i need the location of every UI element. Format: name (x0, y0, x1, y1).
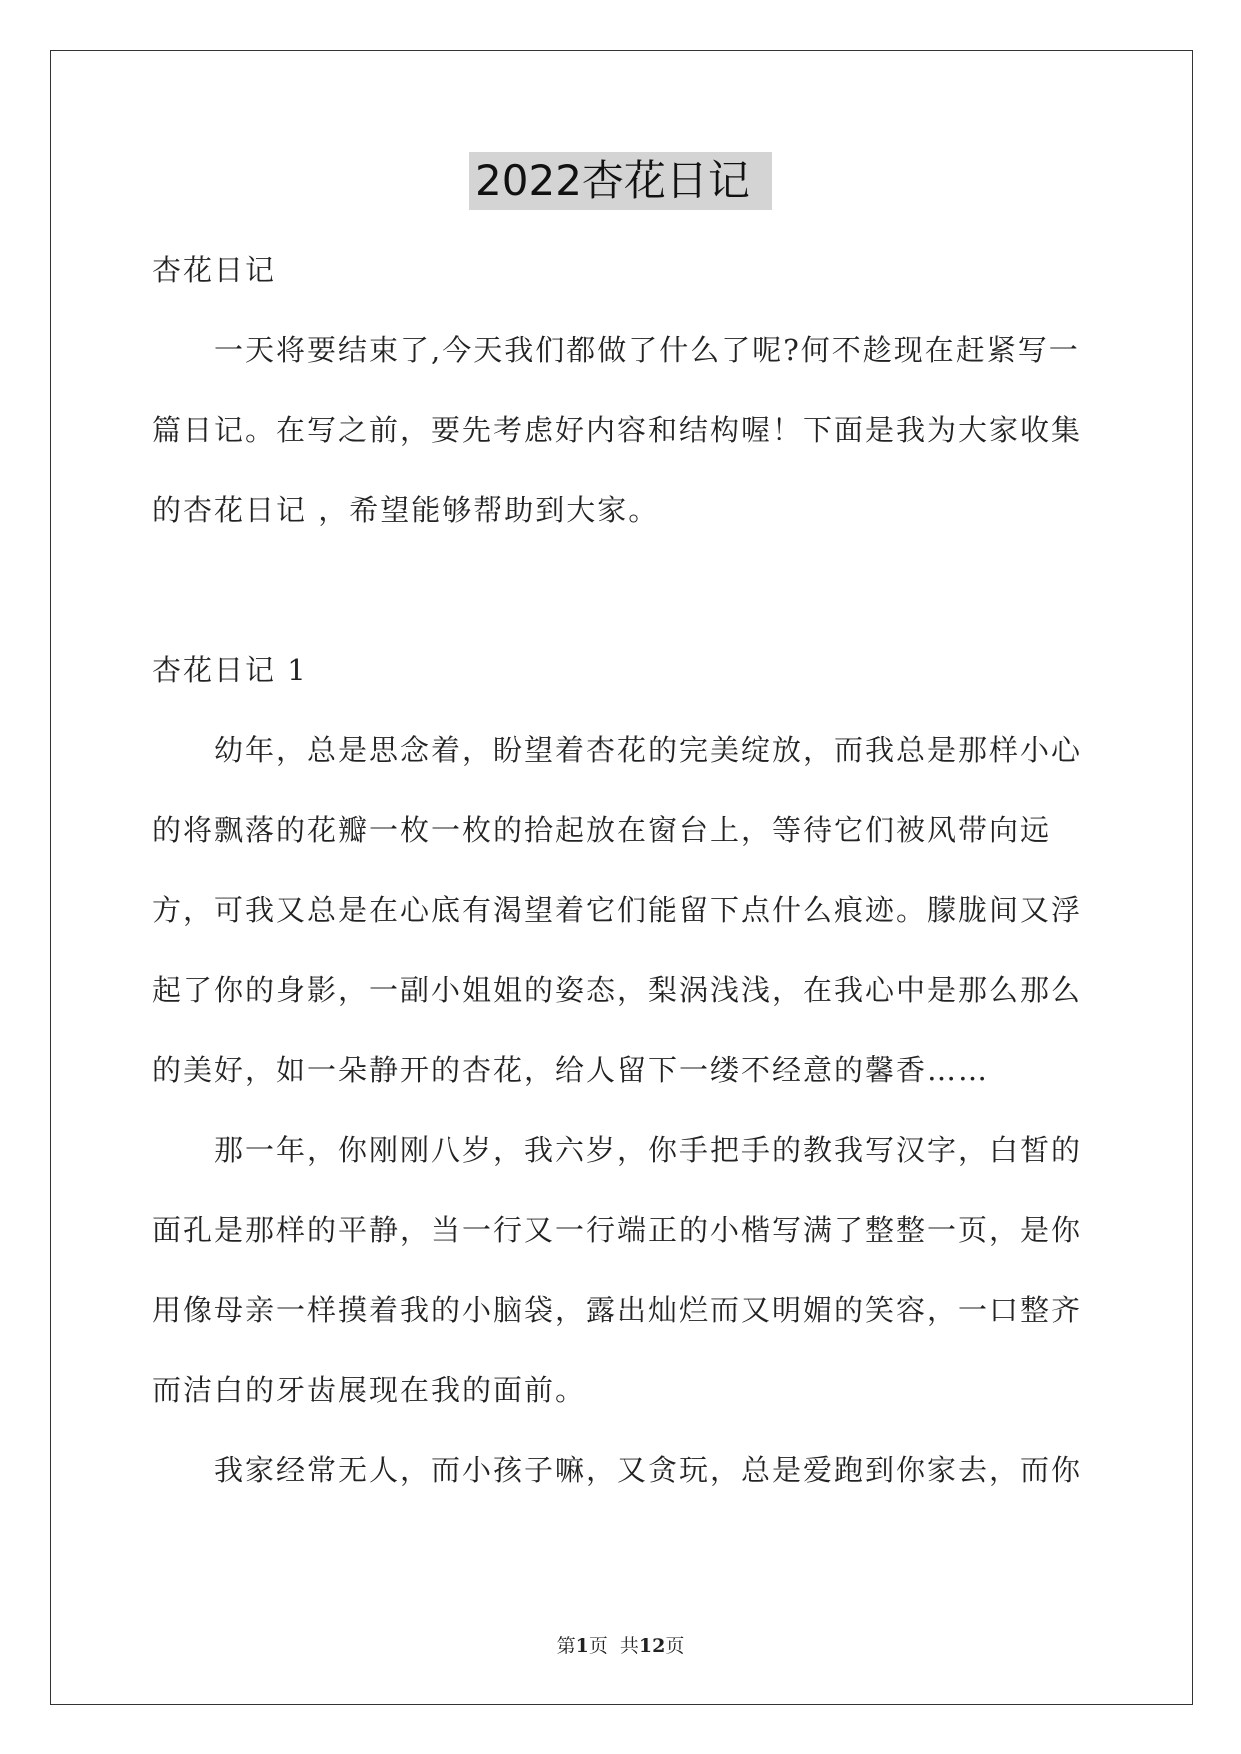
body-paragraph: 我家经常无人，而小孩子嘛，又贪玩，总是爱跑到你家去，而你 (214, 1453, 1083, 1487)
intro-paragraph: 一天将要结束了,今天我们都做了什么了呢?何不趁现在赶紧写一篇日记。在写之前，要先考虑好内容和结构喔！下面是我为大家收集的杏花日记 ，希望能够帮助到大家。 (152, 333, 1083, 527)
total-suffix: 页 (665, 1635, 685, 1657)
body-paragraph: 幼年，总是思念着，盼望着杏花的完美绽放，而我总是那样小心的将飘落的花瓣一枚一枚的拾起放在窗台上，等待它们被风带向远方，可我又总是在心底有渴望着它们能留下点什么痕迹。朦胧间又浮起了你的身影，一副小姐姐的姿态，梨涡浅浅，在我心中是那么那么的美好，如一朵静开的杏花，给人留下一缕不经意的馨香…… (152, 733, 1083, 1087)
section-heading: 杏花日记 1 (152, 653, 308, 687)
document-title: 2022杏花日记 (469, 152, 772, 210)
body-paragraph: 那一年，你刚刚八岁，我六岁，你手把手的教我写汉字，白皙的面孔是那样的平静，当一行又一行端正的小楷写满了整整一页，是你用像母亲一样摸着我的小脑袋，露出灿烂而又明媚的笑容，一口整齐而洁白的牙齿展现在我的面前。 (152, 1133, 1083, 1407)
page-prefix: 第 (556, 1635, 576, 1657)
page-number: 1 (575, 1635, 589, 1657)
document-body (152, 230, 1102, 1510)
total-prefix: 共 (619, 1635, 639, 1657)
total-pages: 12 (638, 1635, 666, 1657)
page-suffix: 页 (588, 1635, 608, 1657)
section-spacer (152, 550, 1102, 630)
intro-heading: 杏花日记 (152, 253, 277, 287)
page-footer (0, 1631, 1241, 1658)
title-container (0, 152, 1241, 210)
